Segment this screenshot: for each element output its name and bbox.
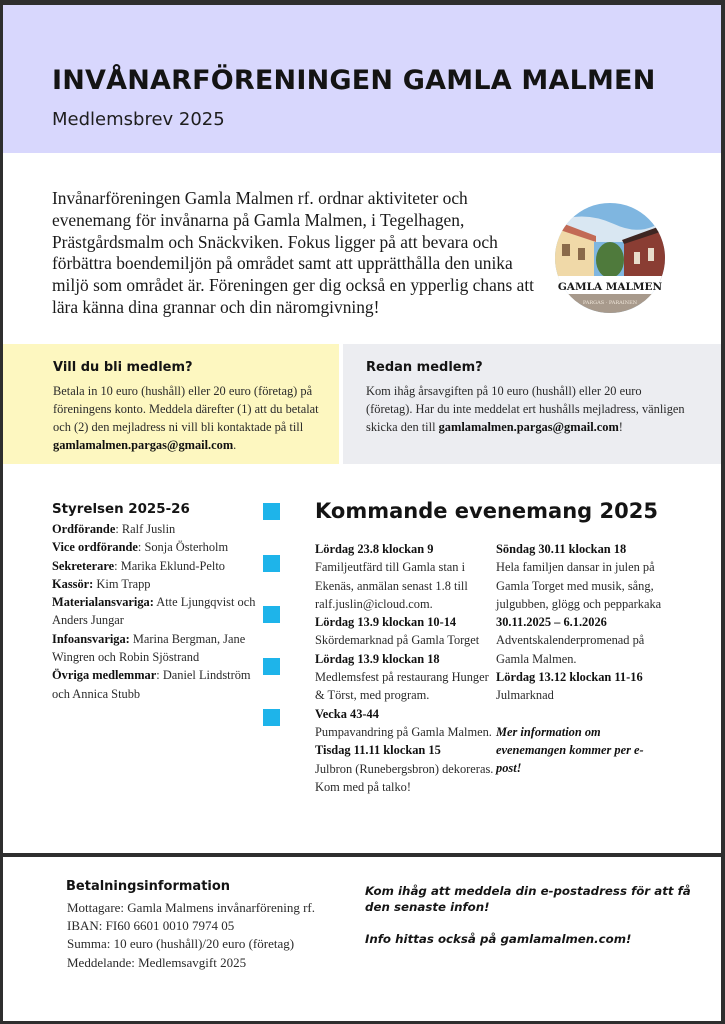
board-title: Styrelsen 2025-26 (52, 502, 190, 517)
page-title: INVÅNARFÖRENINGEN GAMLA MALMEN (52, 65, 656, 96)
event-description: Pumpavandring på Gamla Malmen. (315, 724, 492, 739)
board-names: Marika Eklund-Pelto (120, 558, 225, 573)
board-separator: : (115, 522, 122, 536)
decor-square (263, 606, 280, 623)
board-member (52, 575, 262, 593)
event-description: Medlemsfest på restaurang Hunger & Törst, med program. (315, 670, 489, 703)
board-section (52, 502, 262, 703)
board-separator: : (137, 540, 145, 555)
event-item (315, 741, 495, 796)
board-names: Daniel Lindström och Annica Stubb (52, 668, 251, 701)
decor-square (263, 658, 280, 675)
events-right-items (496, 540, 666, 705)
event-date: Lördag 13.9 klockan 10-14 (315, 615, 457, 630)
event-description: Hela familjen dansar in julen på Gamla Torget med musik, sång, julgubben, glögg och pepparkaka (496, 560, 662, 611)
event-date: Lördag 13.12 klockan 11-16 (496, 670, 643, 685)
logo-window (648, 248, 654, 261)
board-role: Sekreterare (52, 558, 115, 573)
board-member (52, 538, 262, 556)
reminder-website: Info hittas också på gamlamalmen.com! (365, 932, 632, 946)
events-column-right (496, 540, 666, 778)
events-note: Mer information om evenemangen kommer per e-post! (496, 724, 644, 776)
event-description: Skördemarknad på Gamla Torget (315, 633, 480, 648)
member-box-title: Redan medlem? (366, 360, 483, 375)
event-item (315, 613, 495, 650)
event-item (496, 668, 666, 705)
event-date: Tisdag 11.11 klockan 15 (315, 743, 441, 758)
payment-amount: Summa: 10 euro (hushåll)/20 euro (företag) (67, 936, 295, 952)
board-member (52, 520, 262, 538)
board-member (52, 557, 262, 575)
board-member (52, 630, 262, 667)
logo-window (562, 244, 570, 256)
join-box (3, 344, 339, 464)
payment-section (66, 879, 366, 972)
join-box-text-body: Betala in 10 euro (hushåll) eller 20 euro (företag) på föreningens konto. Meddela därefter (1) att du betalat och (2) den mejladress ni vill bli kontaktade på till (53, 384, 319, 434)
event-date: 30.11.2025 – 6.1.2026 (496, 615, 607, 630)
decor-square (263, 503, 280, 520)
logo-window (578, 248, 585, 260)
board-names: Sonja Österholm (144, 540, 229, 555)
board-separator: : (114, 558, 121, 573)
join-email-link[interactable]: gamlamalmen.pargas@gmail.com (53, 438, 234, 452)
logo-tree (596, 242, 624, 278)
header-banner (3, 5, 721, 153)
event-date: Vecka 43-44 (315, 706, 379, 721)
join-box-text (53, 382, 328, 454)
events-title: Kommande evenemang 2025 (315, 499, 658, 523)
payment-recipient: Mottagare: Gamla Malmens invånarförening rf. (67, 900, 315, 915)
join-box-text-end: . (233, 438, 237, 452)
logo-title: GAMLA MALMEN (557, 281, 663, 293)
payment-page (3, 857, 721, 1021)
event-item (496, 540, 666, 613)
payment-message: Meddelande: Medlemsavgift 2025 (67, 954, 247, 970)
decor-square (263, 709, 280, 726)
board-role: Ordförande (52, 522, 116, 536)
gamla-malmen-logo (554, 202, 666, 314)
event-item (315, 650, 495, 705)
board-role: Övriga medlemmar (52, 668, 157, 683)
decor-square (263, 555, 280, 572)
event-description: Julbron (Runebergsbron) dekoreras. Kom med på talko! (315, 761, 494, 794)
board-list (52, 520, 262, 703)
board-names: Ralf Juslin (121, 522, 176, 536)
page-subtitle: Medlemsbrev 2025 (52, 109, 225, 130)
join-box-title: Vill du bli medlem? (53, 360, 193, 375)
board-member (52, 666, 262, 703)
event-item (315, 540, 495, 613)
payment-iban: IBAN: FI60 6601 0010 7974 05 (67, 918, 235, 934)
event-date: Lördag 13.9 klockan 18 (315, 651, 440, 666)
reminder-email: Kom ihåg att meddela din e-postadress för att få den senaste infon! (365, 884, 691, 914)
board-names: Marina Bergman, Jane Wingren och Robin Sjöstrand (52, 631, 246, 665)
logo-window (634, 252, 640, 264)
event-description: Familjeutfärd till Gamla stan i Ekenäs, anmälan senast 1.8 till ralf.juslin@icloud.com. (315, 560, 468, 611)
event-description: Julmarknad (496, 688, 554, 703)
event-description: Adventskalenderpromenad på Gamla Malmen. (496, 633, 645, 666)
member-box-text (366, 382, 686, 436)
member-box-text-body: Kom ihåg årsavgiften på 10 euro (hushåll) eller 20 euro (företag). Har du inte meddelat ert hushålls mejladress, vänligen skicka den till (366, 384, 685, 434)
payment-title: Betalningsinformation (66, 879, 231, 894)
event-date: Lördag 23.8 klockan 9 (315, 542, 434, 556)
member-email-link[interactable]: gamlamalmen.pargas@gmail.com (438, 420, 619, 434)
events-column-left (315, 540, 495, 796)
board-names: Atte Ljungqvist och Anders Jungar (52, 595, 256, 628)
board-role: Materialansvariga: (52, 595, 154, 610)
member-box-text-end: ! (618, 420, 623, 434)
board-separator: : (156, 668, 163, 683)
reminder-section (365, 883, 695, 947)
intro-paragraph: Invånarföreningen Gamla Malmen rf. ordnar aktiviteter och evenemang för invånarna på Gamla Malmen, i Tegelhagen, Prästgårdsmalm och Snäckviken. Fokus ligger på att bevara och förbättra boendemiljön på området samt att upprätthålla den unika miljö som området är. Föreningen ger dig också en ypperlig chans att lära känna dina grannar och din näromgivning! (52, 188, 534, 317)
member-box (343, 344, 721, 464)
event-item (315, 705, 495, 742)
event-date: Söndag 30.11 klockan 18 (496, 542, 627, 556)
newsletter-page (3, 5, 721, 853)
board-names: Kim Trapp (96, 576, 151, 591)
board-role: Kassör: (52, 576, 94, 591)
board-role: Infoansvariga: (52, 631, 130, 646)
logo-subtitle: PARGAS · PARAINEN (582, 300, 638, 306)
board-member (52, 593, 262, 630)
event-item (496, 613, 666, 668)
board-role: Vice ordförande (52, 540, 138, 555)
